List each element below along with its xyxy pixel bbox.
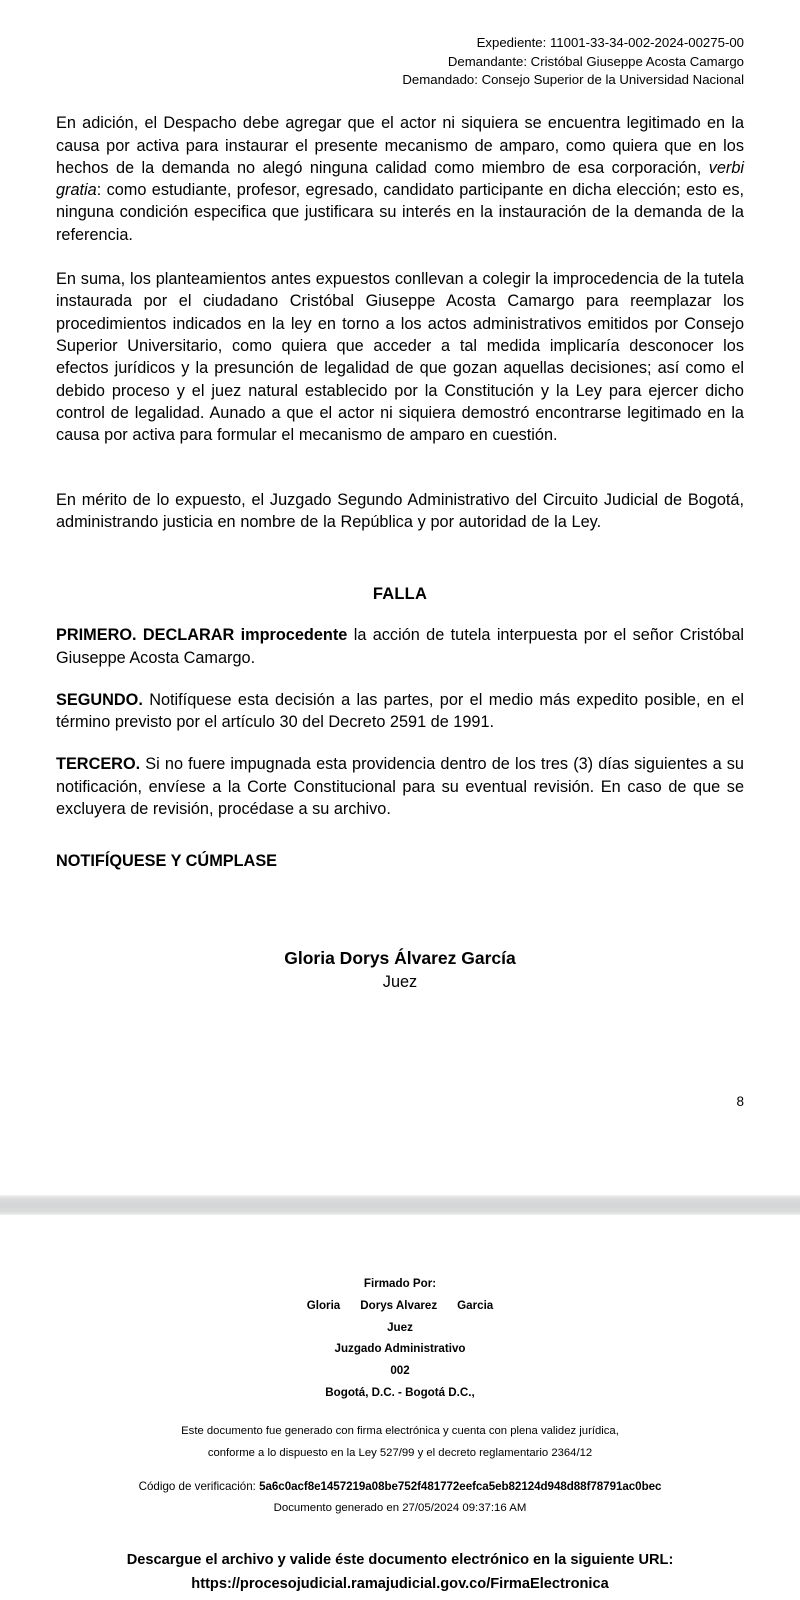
orden-tercero-text: Si no fuere impugnada esta providencia dentro de los tres (3) días siguientes a su notificación, envíese a la Corte Constitucional para su eventual revisión. En caso de que se excluyera de revisión, procédase a su archivo.	[56, 755, 744, 819]
paragraph-en-suma: En suma, los planteamientos antes expuestos conllevan a colegir la improcedencia de la tutela instaurada por el ciudadano Cristóbal Giuseppe Acosta Camargo para reemplazar los procedimientos indicados en la ley en torno a los actos administrativos emitidos por Consejo Superior Universitario, como quiera que acceder a tal medida implicaría desconocer los efectos jurídicos y la presunción de legalidad de que gozan aquellas decisiones; así como el debido proceso y el juez natural establecido por la Constitución y la Ley para ejercer dicho control de legalidad. Aunado a que el actor ni siquiera demostró encontrarse legitimado en la causa por activa para formular el mecanismo de amparo en cuestión.	[56, 270, 744, 445]
signer-office: Juzgado Administrativo	[334, 1342, 466, 1356]
download-url[interactable]: https://procesojudicial.ramajudicial.gov.co/FirmaElectronica	[191, 1576, 609, 1593]
page-separator	[0, 1195, 800, 1215]
electronic-signature-block	[60, 1215, 740, 1404]
signer-first-name: Gloria	[306, 1298, 341, 1312]
notifiquese-heading: NOTIFÍQUESE Y CÚMPLASE	[56, 852, 278, 871]
spacer	[56, 840, 744, 852]
signer-full-name	[60, 1295, 740, 1317]
verification-code-label: Código de verificación:	[138, 1479, 260, 1493]
signature-block	[56, 947, 744, 993]
orden-segundo-text: Notifíquese esta decisión a las partes, por el medio más expedito posible, en el término previsto por el artículo 30 del Decreto 2591 de 1991.	[56, 690, 744, 732]
download-instructions	[60, 1549, 740, 1596]
verification-code-value: 5a6c0acf8e1457219a08be752f481772eefca5eb82124d948d88f78791ac0bec	[259, 1479, 662, 1493]
signer-office-number: 002	[390, 1364, 410, 1378]
signer-last-name: Garcia	[457, 1298, 494, 1312]
signer-middle-name: Dorys Alvarez	[360, 1298, 438, 1312]
page-number: 8	[736, 1094, 744, 1109]
document-header	[0, 0, 800, 90]
signer-city: Bogotá, D.C. - Bogotá D.C.,	[325, 1385, 475, 1399]
header-expediente: Expediente: 11001-33-34-002-2024-00275-00	[476, 35, 744, 50]
orden-primero-label: PRIMERO. DECLARAR improcedente	[56, 626, 348, 645]
header-demandante: Demandante: Cristóbal Giuseppe Acosta Camargo	[447, 53, 744, 69]
document-page-2	[0, 1215, 800, 1600]
orden-primero	[56, 624, 744, 669]
judge-name: Gloria Dorys Álvarez García	[284, 948, 516, 969]
legal-note-line-1: Este documento fue generado con firma electrónica y cuenta con plena validez jurídica,	[181, 1424, 619, 1437]
paragraph-adicion-text-2: : como estudiante, profesor, egresado, candidato participante en dicha elección; esto es, ninguna condición especifica que justificara su interés en la instauración de la demanda de la referencia.	[56, 181, 744, 244]
spacer	[56, 604, 744, 624]
orden-primero-text: la acción de tutela interpuesta por el señor Cristóbal Giuseppe Acosta Camargo.	[56, 626, 744, 667]
paragraph-en-merito: En mérito de lo expuesto, el Juzgado Segundo Administrativo del Circuito Judicial de Bogotá, administrando justicia en nombre de la República y por autoridad de la Ley.	[56, 490, 744, 531]
latin-phrase-verbi-gratia: verbi gratia	[56, 158, 744, 200]
document-generated-timestamp: Documento generado en 27/05/2024 09:37:16 AM	[273, 1501, 527, 1514]
spacer	[56, 469, 744, 489]
orden-segundo	[56, 689, 744, 734]
orden-tercero-label: TERCERO.	[56, 755, 141, 774]
document-body	[0, 112, 800, 993]
legal-validity-note	[60, 1420, 740, 1464]
verification-code-line	[60, 1476, 740, 1498]
header-demandado: Demandado: Consejo Superior de la Universidad Nacional	[402, 72, 744, 88]
paragraph-adicion	[56, 112, 744, 246]
orden-segundo-label: SEGUNDO.	[56, 690, 143, 709]
paragraph-adicion-text-1: En adición, el Despacho debe agregar que el actor ni siquiera se encuentra legitimado en la causa por activa para instaurar el presente mecanismo de amparo, como quiera que en los hechos de la demanda no alegó ninguna calidad como miembro de esa corporación,	[56, 114, 744, 177]
signer-role: Juez	[387, 1320, 413, 1334]
falla-heading: FALLA	[372, 585, 428, 604]
judge-role: Juez	[382, 973, 418, 992]
firmado-por-label: Firmado Por:	[363, 1277, 437, 1290]
legal-note-line-2: conforme a lo dispuesto en la Ley 527/99 y el decreto reglamentario 2364/12	[207, 1446, 593, 1459]
orden-tercero	[56, 753, 744, 820]
download-instruction-text: Descargue el archivo y valide éste documento electrónico en la siguiente URL:	[126, 1552, 674, 1569]
spacer	[56, 555, 744, 585]
